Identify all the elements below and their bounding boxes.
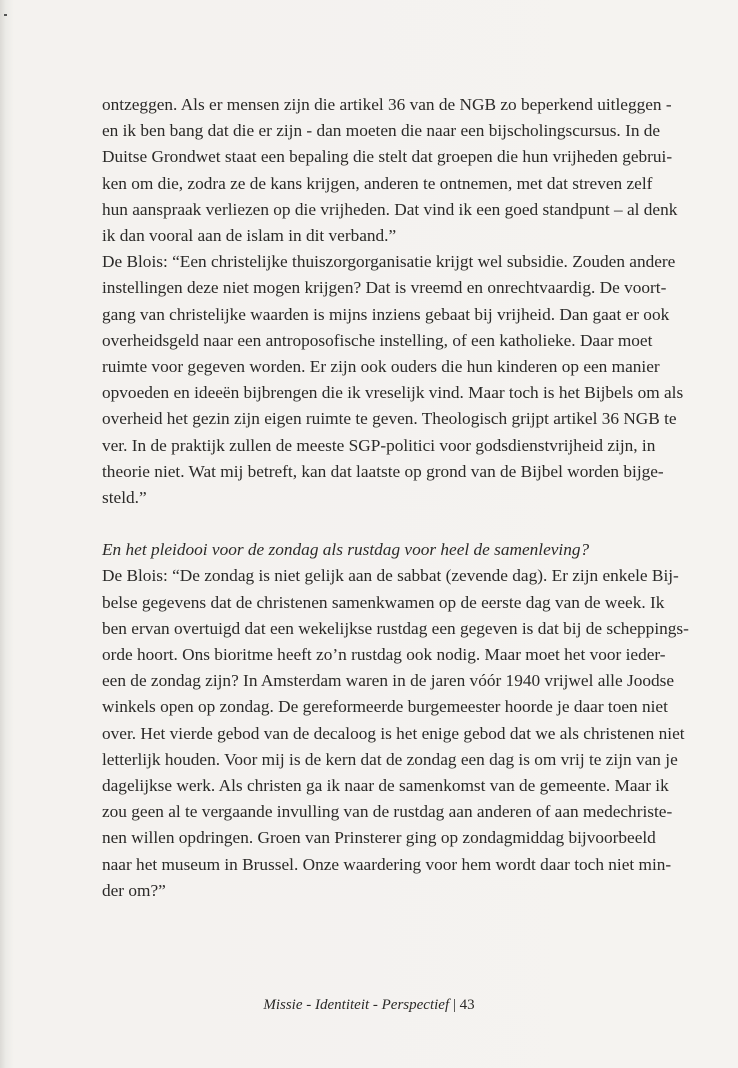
text-line: ken om die, zodra ze de kans krijgen, anderen te ontnemen, met dat streven zelf [102, 173, 653, 193]
text-line: steld.” [102, 488, 147, 508]
text-line: over. Het vierde gebod van de decaloog is het enige gebod dat we als christenen niet [102, 723, 685, 743]
body-text [102, 92, 689, 904]
text-line: winkels open op zondag. De gereformeerde burgemeester hoorde je daar toen niet [102, 697, 668, 717]
text-line: De Blois: “Een christelijke thuiszorgorganisatie krijgt wel subsidie. Zouden andere [102, 252, 676, 272]
text-line: De Blois: “De zondag is niet gelijk aan de sabbat (zevende dag). Er zijn enkele Bij- [102, 566, 679, 586]
text-line: letterlijk houden. Voor mij is de kern dat de zondag een dag is om vrij te zijn van je [102, 749, 678, 769]
text-line: naar het museum in Brussel. Onze waardering voor hem wordt daar toch niet min- [102, 854, 672, 874]
text-line: nen willen opdringen. Groen van Prinsterer ging op zondagmiddag bijvoorbeeld [102, 828, 656, 848]
text-line: overheid het gezin zijn eigen ruimte te geven. Theologisch grijpt artikel 36 NGB te [102, 409, 677, 429]
footer-separator: | [449, 997, 460, 1013]
text-line: ben ervan overtuigd dat een wekelijkse rustdag een gegeven is dat bij de scheppings- [102, 618, 689, 638]
text-line: Duitse Grondwet staat een bepaling die stelt dat groepen die hun vrijheden gebrui- [102, 147, 673, 167]
text-line: een de zondag zijn? In Amsterdam waren in de jaren vóór 1940 vrijwel alle Joodse [102, 671, 675, 691]
text-line: theorie niet. Wat mij betreft, kan dat laatste op grond van de Bijbel worden bijge- [102, 461, 664, 481]
page-number: 43 [459, 997, 475, 1013]
page-footer [0, 997, 738, 1014]
text-line: orde hoort. Ons bioritme heeft zo’n rustdag ook nodig. Maar moet het voor ieder- [102, 645, 666, 665]
text-line: ver. In de praktijk zullen de meeste SGP-politici voor godsdienstvrijheid zijn, in [102, 435, 656, 455]
paragraph-gap [102, 511, 660, 537]
text-line: zou geen al te vergaande invulling van de rustdag aan anderen of aan medechriste- [102, 802, 673, 822]
text-line: dagelijkse werk. Als christen ga ik naar de samenkomst van de gemeente. Maar ik [102, 776, 669, 796]
text-line: der om?” [102, 880, 166, 900]
text-line: en ik ben bang dat die er zijn - dan moeten die naar een bijscholingscursus. In de [102, 121, 661, 141]
spine-mark [4, 14, 7, 16]
text-line: ruimte voor gegeven worden. Er zijn ook ouders die hun kinderen op een manier [102, 357, 660, 377]
text-line: instellingen deze niet mogen krijgen? Dat is vreemd en onrechtvaardig. De voort- [102, 278, 667, 298]
text-line: hun aanspraak verliezen op die vrijheden. Dat vind ik een goed standpunt – al denk [102, 199, 678, 219]
text-line: gang van christelijke waarden is mijns inziens gebaat bij vrijheid. Dan gaat er ook [102, 304, 670, 324]
text-line: ik dan vooral aan de islam in dit verband.” [102, 226, 397, 246]
text-line: ontzeggen. Als er mensen zijn die artikel 36 van de NGB zo beperkend uitleggen - [102, 95, 672, 114]
text-line: overheidsgeld naar een antroposofische instelling, of een katholieke. Daar moet [102, 330, 653, 350]
text-line: belse gegevens dat de christenen samenkwamen op de eerste dag van de week. Ik [102, 592, 665, 612]
interview-question: En het pleidooi voor de zondag als rustdag voor heel de samenleving? [102, 540, 590, 560]
footer-title: Missie - Identiteit - Perspectief [263, 997, 450, 1013]
text-line: opvoeden en ideeën bijbrengen die ik vreselijk vind. Maar toch is het Bijbels om als [102, 383, 684, 403]
